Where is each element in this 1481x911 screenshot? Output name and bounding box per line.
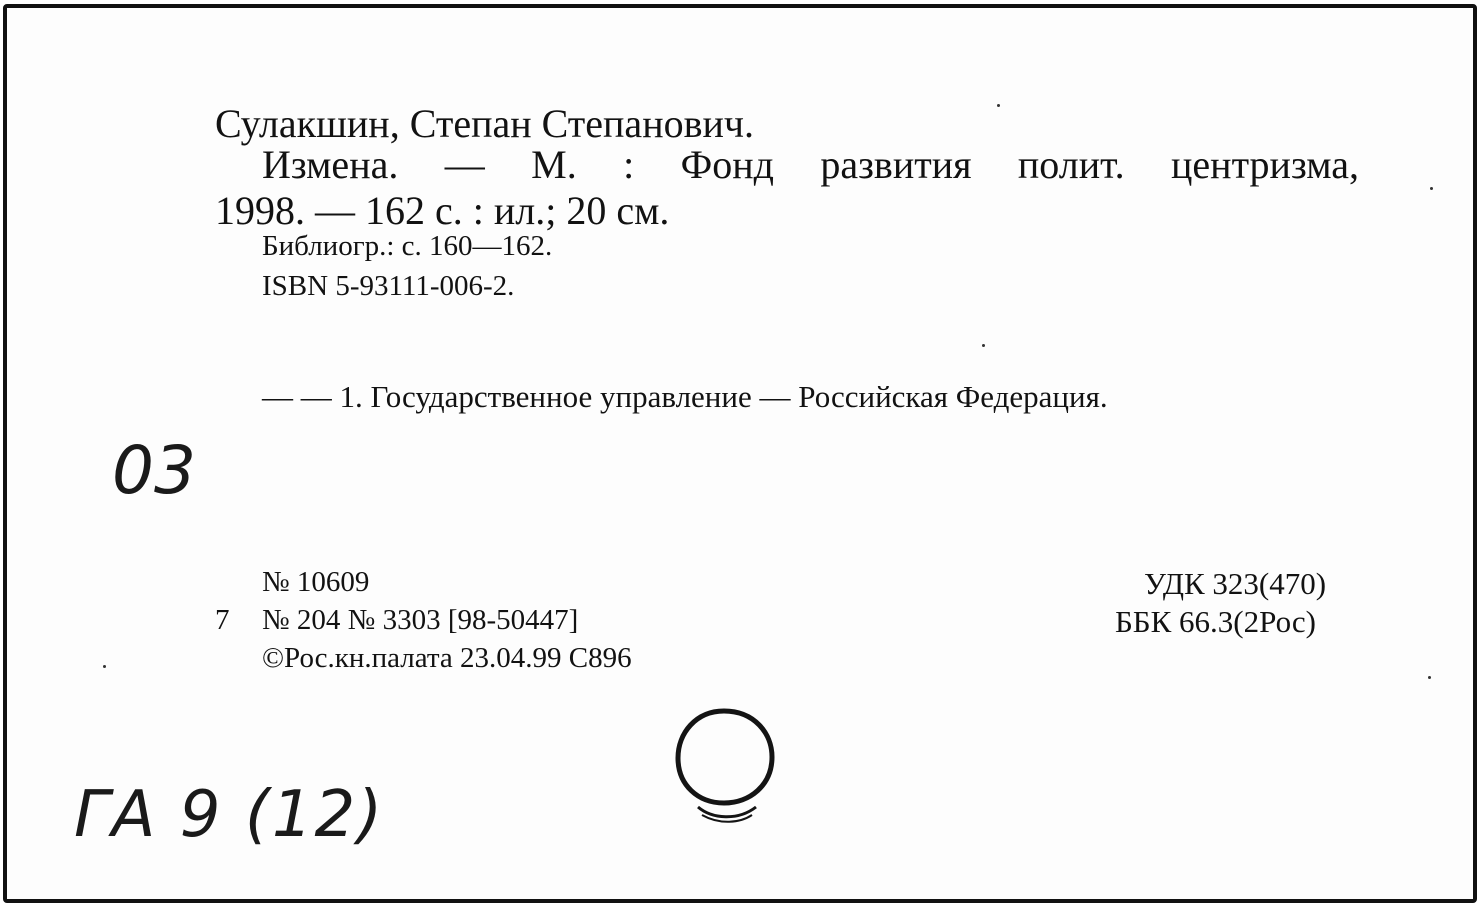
imprint-line: 1998. — 162 с. : ил.; 20 см. xyxy=(215,188,670,233)
subject-heading: — — 1. Государственное управление — Российская Федерация. xyxy=(262,379,1108,414)
isbn-line: ISBN 5-93111-006-2. xyxy=(262,270,515,302)
record-number: № 10609 xyxy=(262,566,370,598)
ink-speck xyxy=(997,104,1000,107)
stamp-circle-mark xyxy=(672,703,782,828)
ink-speck xyxy=(103,665,106,668)
udk-code: УДК 323(470) xyxy=(1144,566,1327,601)
handwritten-code-bottom: ГА 9 (12) xyxy=(74,778,385,852)
handwritten-code-top: 03 xyxy=(112,432,196,509)
ink-speck xyxy=(1428,676,1431,679)
issue-digit: 7 xyxy=(215,604,230,636)
bbk-code: ББК 66.3(2Рос) xyxy=(1115,604,1316,639)
record-numbers-line: № 204 № 3303 [98-50447] xyxy=(262,604,579,636)
bibliography-note: Библиогр.: с. 160—162. xyxy=(262,230,553,262)
registry-line: ©Рос.кн.палата 23.04.99 С896 xyxy=(262,642,632,674)
ink-speck xyxy=(982,344,985,347)
title-statement: Измена. — М. : Фонд развития полит. центризма, xyxy=(262,142,1359,187)
author-heading: Сулакшин, Степан Степанович. xyxy=(215,101,755,146)
ink-speck xyxy=(1430,187,1433,190)
